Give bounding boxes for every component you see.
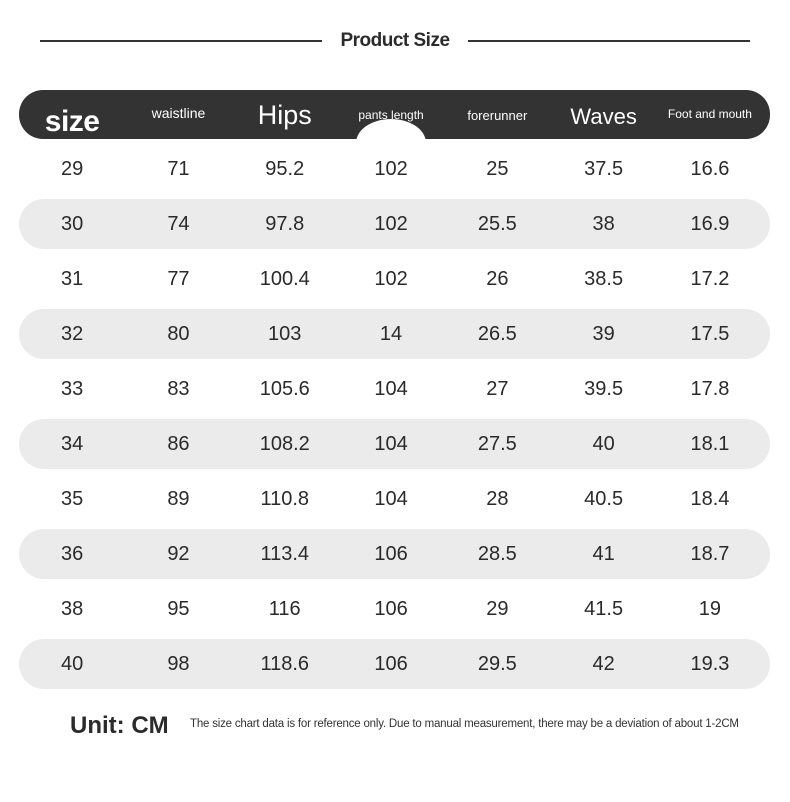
table-cell: 106 [374,542,408,565]
table-cell: 102 [374,267,408,290]
header-highlight-shape [356,119,426,143]
table-cell: 38 [61,597,84,620]
table-cell: 40 [61,652,84,675]
table-cell: 102 [374,212,408,235]
table-cell: 38.5 [584,267,624,290]
table-cell: 41.5 [584,597,624,620]
table-row [19,254,770,304]
table-cell: 103 [268,322,302,345]
table-row [19,529,770,579]
table-row [19,364,770,414]
title-divider-left [40,40,322,42]
table-cell: 80 [167,322,190,345]
table-cell: 16.6 [690,157,730,180]
table-cell: 41 [592,542,615,565]
table-cell: 18.4 [690,487,730,510]
table-cell: 100.4 [259,267,310,290]
table-cell: 40 [592,432,615,455]
table-cell: 83 [167,377,190,400]
table-cell: 30 [61,212,84,235]
table-cell: 106 [374,597,408,620]
table-row [19,199,770,249]
table-cell: 36 [61,542,84,565]
table-cell: 86 [167,432,190,455]
table-cell: 110.8 [260,487,310,510]
table-cell: 39 [592,322,615,345]
table-cell: 113.4 [260,542,310,565]
table-cell: 35 [61,487,84,510]
table-cell: 14 [379,322,403,345]
table-cell: 33 [61,377,84,400]
table-cell: 17.2 [690,267,730,290]
table-cell: 27.5 [477,432,517,455]
table-cell: 26.5 [477,322,517,345]
table-cell: 19.3 [690,652,730,675]
page-title: Product Size [340,30,450,51]
table-cell: 26 [486,267,509,290]
table-cell: 37.5 [584,157,624,180]
table-cell: 18.1 [690,432,730,455]
table-row [19,309,770,359]
table-row [19,144,770,194]
table-cell: 77 [167,267,190,290]
table-cell: 25 [486,157,509,180]
table-cell: 116 [268,597,301,620]
table-row [19,639,770,689]
reference-note: The size chart data is for reference only. Due to manual measurement, there may be a deviation of about 1-2CM [190,718,739,730]
table-cell: 98 [167,652,190,675]
table-cell: 38 [592,212,615,235]
table-cell: 16.9 [690,212,730,235]
title-divider-right [468,40,750,42]
table-cell: 104 [374,377,408,400]
table-cell: 17.8 [690,377,730,400]
table-cell: 42 [592,652,615,675]
table-cell: 32 [61,322,84,345]
table-cell: 29 [486,597,509,620]
table-cell: 19 [698,597,722,620]
title-bar [40,26,750,56]
header-size: size [44,104,100,138]
table-cell: 95 [167,597,190,620]
table-cell: 29 [61,157,84,180]
table-cell: 29.5 [477,652,517,675]
header-pants-length: pants length [358,107,424,122]
table-row [19,419,770,469]
table-cell: 97.8 [265,212,305,235]
table-row [19,474,770,524]
table-cell: 34 [61,432,84,455]
table-cell: 102 [374,157,408,180]
header-forerunner: forerunner [467,108,528,123]
table-cell: 39.5 [584,377,624,400]
table-header [19,90,770,139]
table-cell: 71 [167,157,190,180]
table-cell: 104 [374,432,408,455]
table-cell: 108.2 [259,432,310,455]
header-waves: Waves [570,103,637,129]
table-cell: 118.6 [260,652,310,675]
table-cell: 18.7 [690,542,730,565]
unit-label: Unit: CM [70,712,169,739]
header-hips: Hips [257,100,312,130]
table-cell: 104 [374,487,408,510]
table-cell: 40.5 [584,487,624,510]
table-cell: 17.5 [690,322,730,345]
table-cell: 27 [486,377,509,400]
table-cell: 95.2 [265,157,305,180]
table-cell: 74 [167,212,190,235]
table-body [19,144,770,689]
table-cell: 105.6 [259,377,310,400]
size-table [19,90,770,689]
header-waistline: waistline [151,104,206,121]
table-cell: 89 [167,487,190,510]
header-foot-and-mouth: Foot and mouth [667,106,752,121]
header-pants-length-cell [338,108,444,122]
table-cell: 106 [374,652,408,675]
table-cell: 28.5 [477,542,517,565]
table-row [19,584,770,634]
table-cell: 25.5 [477,212,517,235]
table-cell: 28 [486,487,509,510]
table-cell: 92 [167,542,190,565]
table-cell: 31 [61,267,84,290]
